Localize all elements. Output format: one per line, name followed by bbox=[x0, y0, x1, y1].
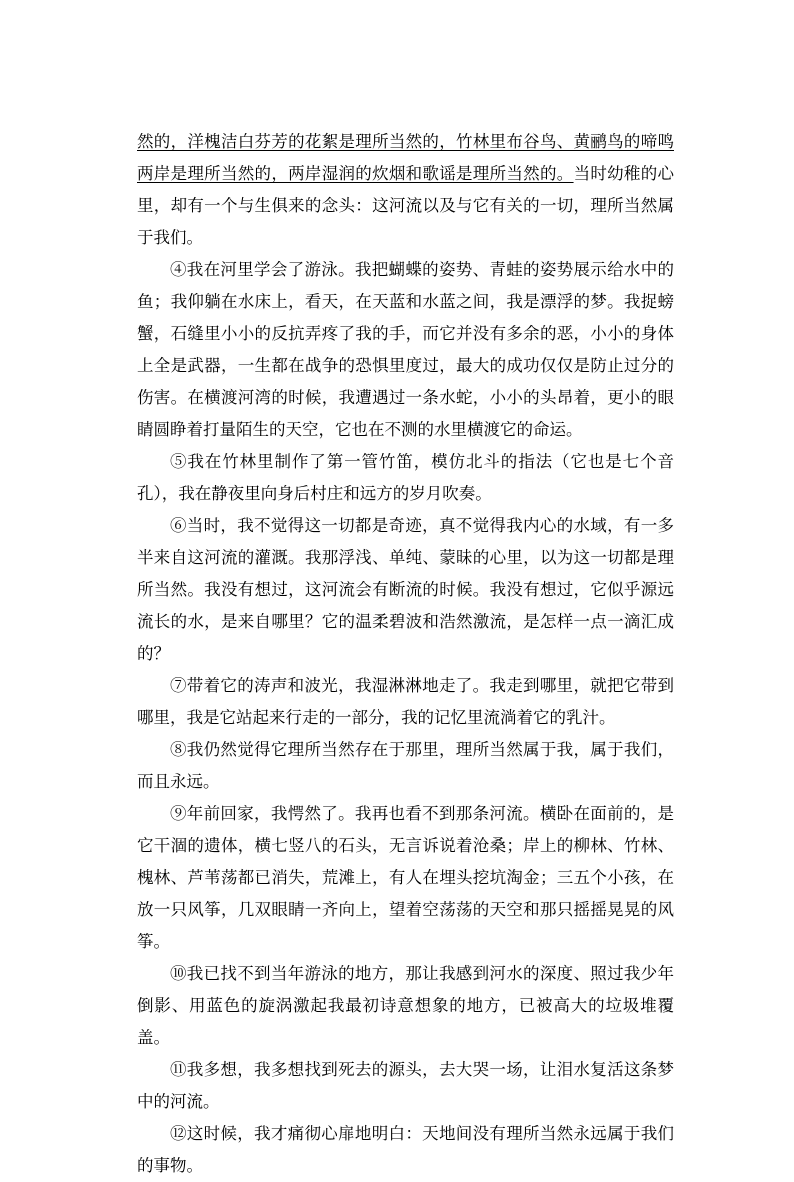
paragraph-12: ⑫这时候，我才痛彻心扉地明白：天地间没有理所当然永远属于我们的事物。 bbox=[137, 1124, 674, 1175]
paragraph-9: ⑨年前回家，我愕然了。我再也看不到那条河流。横卧在面前的，是它干涸的遗体，横七竖八的石头，无言诉说着沧桑；岸上的柳林、竹林、槐林、芦苇荡都已消失，荒滩上，有人在埋头挖坑淘金；三五个小孩，在放一只风筝，几双眼睛一齐向上，望着空荡荡的天空和那只摇摇晃晃的风筝。 bbox=[137, 804, 674, 951]
paragraph-6: ⑥当时，我不觉得这一切都是奇迹，真不觉得我内心的水域，有一多半来自这河流的灌溉。我那浮浅、单纯、蒙昧的心里，以为这一切都是理所当然。我没有想过，这河流会有断流的时候。我没有想过，它似乎源远流长的水，是来自哪里？它的温柔碧波和浩然激流，是怎样一点一滴汇成的？ bbox=[137, 516, 674, 663]
document-page bbox=[137, 126, 674, 1182]
paragraph-7: ⑦带着它的涛声和波光，我湿淋淋地走了。我走到哪里，就把它带到哪里，我是它站起来行走的一部分，我的记忆里流淌着它的乳汁。 bbox=[137, 676, 674, 727]
paragraph-8: ⑧我仍然觉得它理所当然存在于那里，理所当然属于我，属于我们，而且永远。 bbox=[137, 740, 674, 791]
paragraph-5: ⑤我在竹林里制作了第一管竹笛，模仿北斗的指法（它也是七个音孔），我在静夜里向身后村庄和远方的岁月吹奏。 bbox=[137, 452, 674, 503]
paragraph-10: ⑩我已找不到当年游泳的地方，那让我感到河水的深度、照过我少年倒影、用蓝色的旋涡激起我最初诗意想象的地方，已被高大的垃圾堆覆盖。 bbox=[137, 964, 674, 1047]
paragraph-4: ④我在河里学会了游泳。我把蝴蝶的姿势、青蛙的姿势展示给水中的鱼；我仰躺在水床上，看天，在天蓝和水蓝之间，我是漂浮的梦。我捉螃蟹，石缝里小小的反抗弄疼了我的手，而它并没有多余的恶，小小的身体上全是武器，一生都在战争的恐惧里度过，最大的成功仅仅是防止过分的伤害。在横渡河湾的时候，我遭遇过一条水蛇，小小的头昂着，更小的眼睛圆睁着打量陌生的天空，它也在不测的水里横渡它的命运。 bbox=[137, 260, 674, 439]
paragraph-continued bbox=[137, 126, 674, 254]
paragraph-text: 当时幼稚的心里，却有一个与生俱来的念头：这河流以及与它有关的一切，理所当然属于我们。 bbox=[137, 164, 675, 247]
underlined-sentence: 然的，洋槐洁白芬芳的花絮是理所当然的，竹林里布谷鸟、黄鹂鸟的啼鸣两岸是理所当然的，两岸湿润的炊烟和歌谣是理所当然的。 bbox=[137, 132, 674, 183]
paragraph-11: ⑪我多想，我多想找到死去的源头，去大哭一场，让泪水复活这条梦中的河流。 bbox=[137, 1060, 674, 1111]
